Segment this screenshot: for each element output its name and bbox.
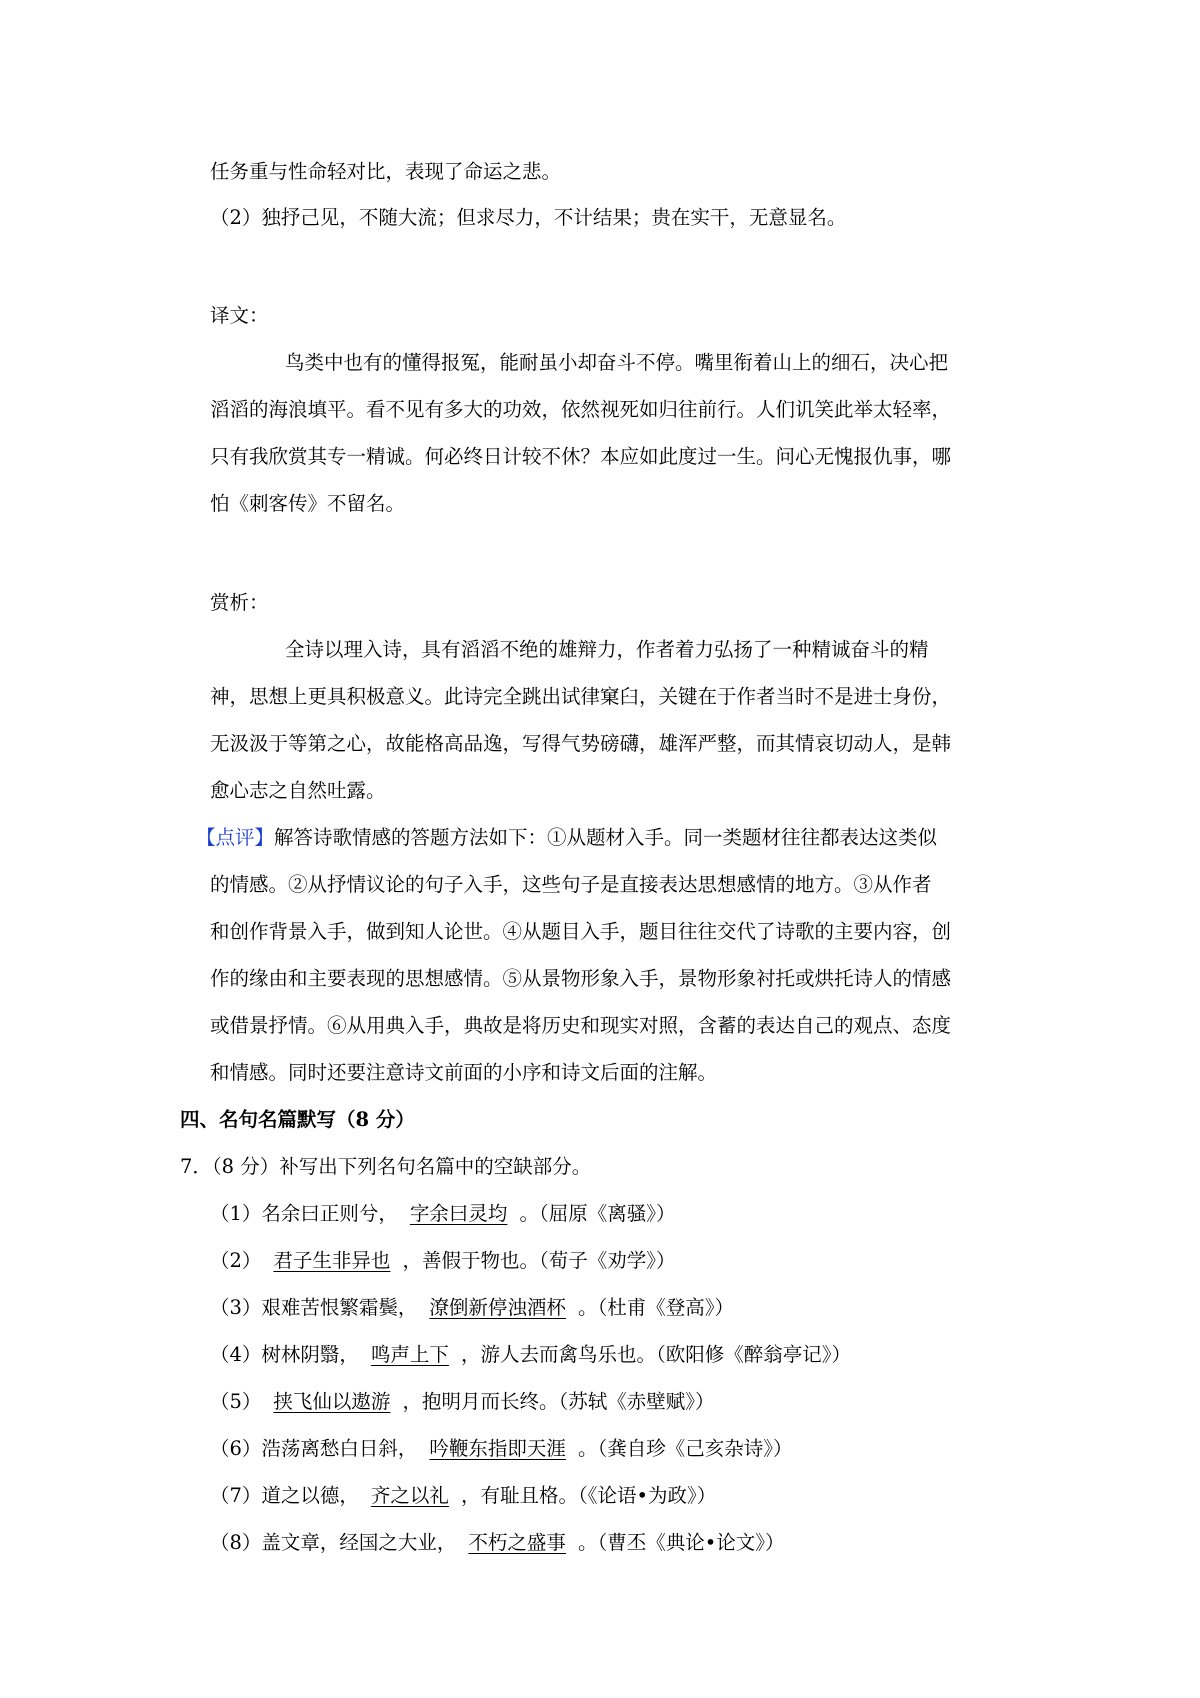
fill-prefix: （7）道之以德， bbox=[210, 1484, 359, 1507]
comment-line: 作的缘由和主要表现的思想感情。⑤从景物形象入手，景物形象衬托或烘托诗人的情感 bbox=[210, 967, 952, 990]
fill-answer: 齐之以礼 bbox=[370, 1484, 449, 1507]
fill-item bbox=[210, 1294, 734, 1322]
appreciation-line: 无汲汲于等第之心，故能格高品逸，写得气势磅礴，雄浑严整，而其情哀切动人，是韩 bbox=[210, 732, 952, 755]
fill-prefix: （6）浩荡离愁白日斜， bbox=[210, 1437, 418, 1460]
fill-answer: 鸣声上下 bbox=[370, 1343, 449, 1366]
fill-prefix: （5） bbox=[210, 1390, 262, 1413]
fill-prefix: （8）盖文章，经国之大业， bbox=[210, 1531, 457, 1554]
fill-suffix: ，有耻且格。（《论语•为政》） bbox=[460, 1484, 717, 1507]
fill-answer: 字余曰灵均 bbox=[409, 1202, 508, 1225]
fill-suffix: ，善假于物也。（荀子《劝学》） bbox=[402, 1249, 676, 1272]
comment-line: 和创作背景入手，做到知人论世。④从题目入手，题目往往交代了诗歌的主要内容，创 bbox=[210, 920, 952, 943]
appreciation-line: 全诗以理入诗，具有滔滔不绝的雄辩力，作者着力弘扬了一种精诚奋斗的精 bbox=[285, 638, 929, 661]
comment-tag: 【点评】 bbox=[196, 826, 275, 849]
translation-line: 怕《刺客传》不留名。 bbox=[210, 492, 406, 515]
comment-text: 解答诗歌情感的答题方法如下：①从题材入手。同一类题材往往都表达这类似 bbox=[274, 826, 938, 849]
section-heading: 四、名句名篇默写（8 分） bbox=[180, 1108, 415, 1131]
fill-answer: 吟鞭东指即天涯 bbox=[429, 1437, 566, 1460]
translation-line: 鸟类中也有的懂得报冤，能耐虽小却奋斗不停。嘴里衔着山上的细石，决心把 bbox=[285, 351, 949, 374]
fill-item bbox=[210, 1200, 675, 1228]
comment-line: 或借景抒情。⑥从用典入手，典故是将历史和现实对照，含蓄的表达自己的观点、态度 bbox=[210, 1014, 952, 1037]
fill-suffix: 。（杜甫《登高》） bbox=[577, 1296, 734, 1319]
analysis-line-2: （2）独抒己见，不随大流；但求尽力，不计结果；贵在实干，无意显名。 bbox=[210, 206, 847, 229]
analysis-line-1: 任务重与性命轻对比，表现了命运之悲。 bbox=[210, 160, 562, 183]
fill-prefix: （4）树林阴翳， bbox=[210, 1343, 359, 1366]
fill-suffix: ，游人去而禽鸟乐也。（欧阳修《醉翁亭记》） bbox=[460, 1343, 851, 1366]
fill-prefix: （2） bbox=[210, 1249, 262, 1272]
translation-line: 滔滔的海浪填平。看不见有多大的功效，依然视死如归往前行。人们讥笑此举太轻率， bbox=[210, 398, 952, 421]
fill-answer: 不朽之盛事 bbox=[468, 1531, 566, 1554]
fill-item bbox=[210, 1435, 792, 1463]
translation-line: 只有我欣赏其专一精诚。何必终日计较不休？本应如此度过一生。问心无愧报仇事，哪 bbox=[210, 445, 952, 468]
translation-label: 译文： bbox=[210, 304, 269, 327]
fill-item bbox=[210, 1341, 851, 1369]
appreciation-label: 赏析： bbox=[210, 591, 269, 614]
fill-prefix: （3）艰难苦恨繁霜鬓， bbox=[210, 1296, 418, 1319]
fill-suffix: 。（曹丕《典论•论文》） bbox=[577, 1531, 785, 1554]
fill-suffix: 。（屈原《离骚》） bbox=[519, 1202, 676, 1225]
fill-answer: 君子生非异也 bbox=[273, 1249, 391, 1272]
fill-suffix: 。（龚自珍《己亥杂诗》） bbox=[577, 1437, 793, 1460]
comment-first-line bbox=[196, 824, 937, 852]
fill-item bbox=[210, 1388, 714, 1416]
comment-line: 的情感。②从抒情议论的句子入手，这些句子是直接表达思想感情的地方。③从作者 bbox=[210, 873, 932, 896]
question-stem: 7．（8 分）补写出下列名句名篇中的空缺部分。 bbox=[180, 1155, 592, 1178]
fill-item bbox=[210, 1247, 675, 1275]
fill-item bbox=[210, 1529, 784, 1557]
fill-answer: 挟飞仙以遨游 bbox=[273, 1390, 391, 1413]
fill-answer: 潦倒新停浊酒杯 bbox=[429, 1296, 566, 1319]
comment-line: 和情感。同时还要注意诗文前面的小序和诗文后面的注解。 bbox=[210, 1061, 718, 1084]
appreciation-line: 神，思想上更具积极意义。此诗完全跳出试律窠臼，关键在于作者当时不是进士身份， bbox=[210, 685, 952, 708]
appreciation-line: 愈心志之自然吐露。 bbox=[210, 779, 386, 802]
fill-item bbox=[210, 1482, 716, 1510]
fill-suffix: ，抱明月而长终。（苏轼《赤壁赋》） bbox=[402, 1390, 715, 1413]
fill-prefix: （1）名余曰正则兮， bbox=[210, 1202, 398, 1225]
